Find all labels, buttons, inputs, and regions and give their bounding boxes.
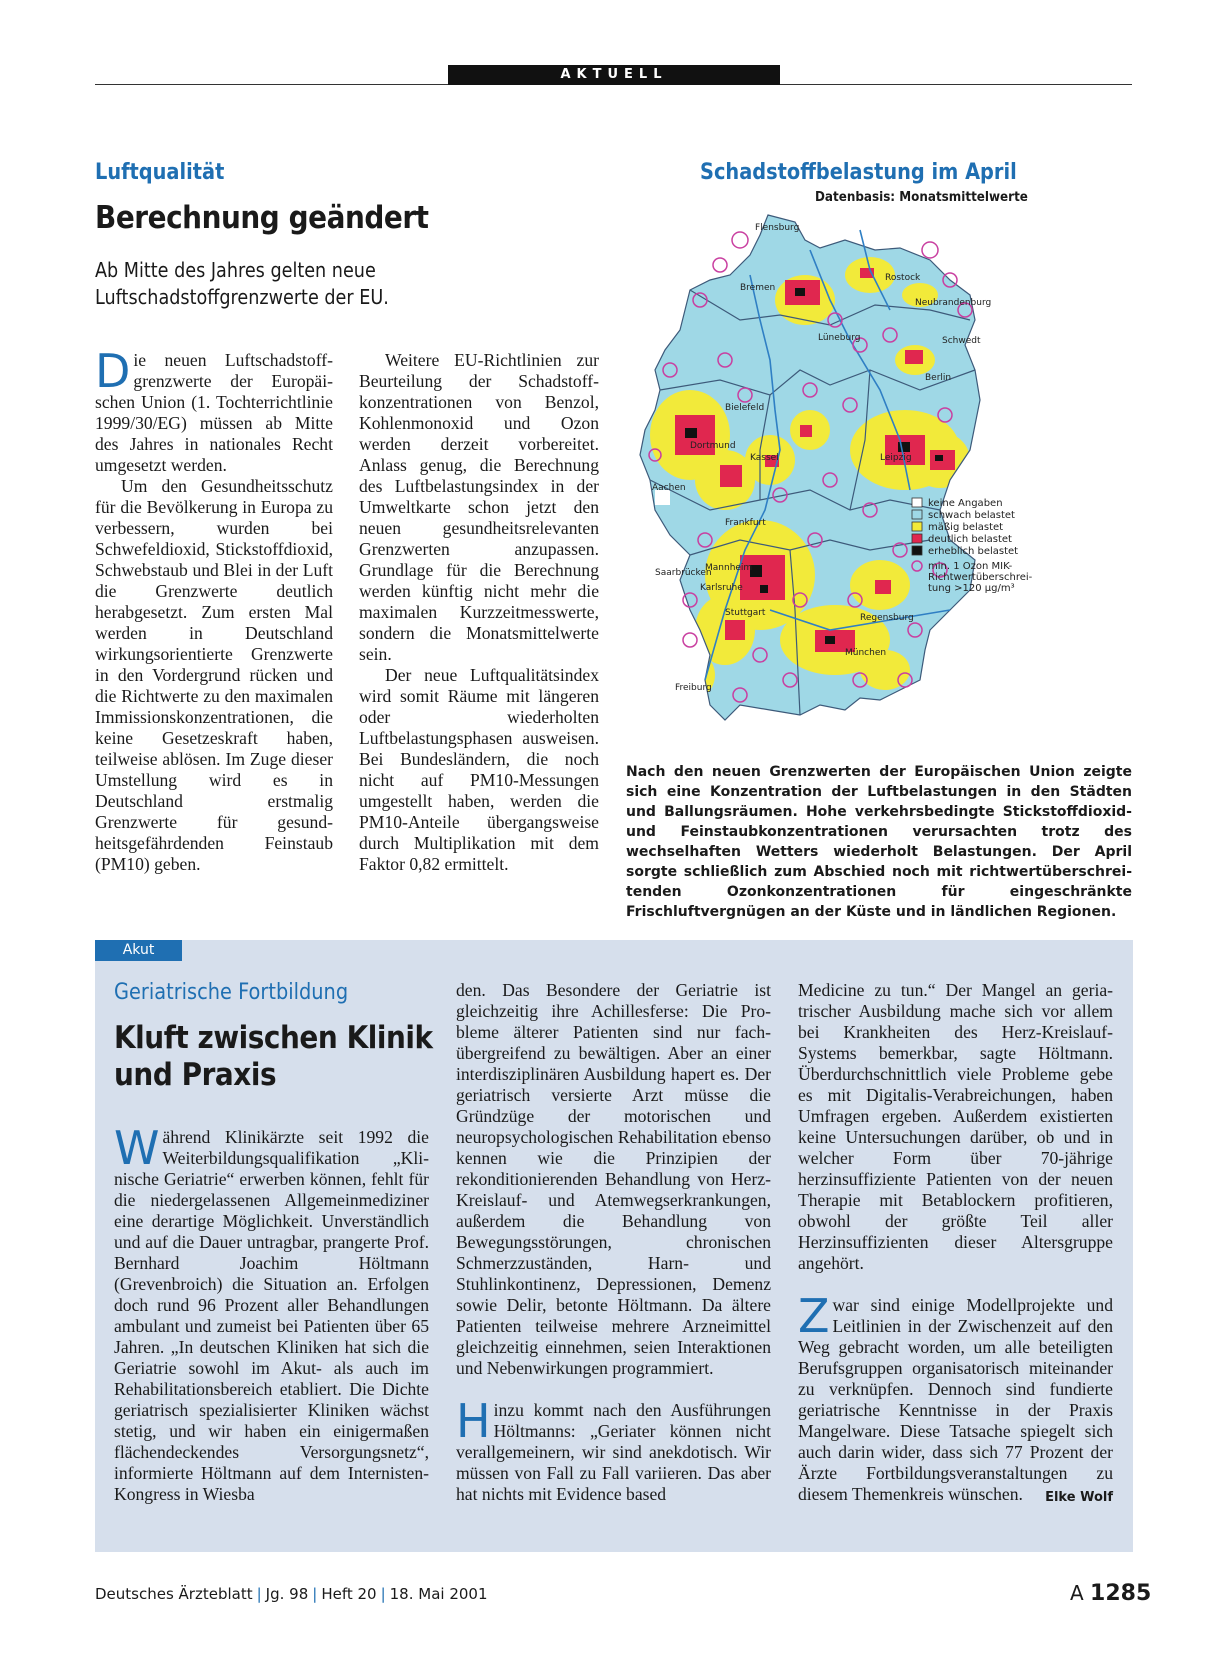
article2-column-1: [114, 1121, 429, 1505]
map-legend: [912, 498, 1033, 594]
article2-headline-line2: und Praxis: [114, 1057, 277, 1093]
city-lueneburg: Lüneburg: [818, 333, 861, 343]
city-stuttgart: Stuttgart: [725, 608, 766, 618]
city-muenchen: München: [845, 648, 887, 658]
legend-label-moderate: mäßig belastet: [928, 522, 1004, 533]
legend-ozone-line2: Richtwertüberschrei-: [928, 572, 1033, 583]
city-schwedt: Schwedt: [942, 336, 981, 346]
article2-col2-p1: den. Das Besondere der Geriatrie ist gleichzeitig ihre Achillesferse: Die Probleme älterer Patienten sind nur fachübergreifend zu bewältigen. Aber an einer interdisziplinären Ausbildung hapert es. Der geriatrisch versierte Arzt müsse die Gründzüge der motorischen und neuropsychologischen Rehabilitation ebenso kennen wie die Prinzipien der rekonditionierenden Behandlung von Herz-Kreislauf- und Atemwegserkrankungen, außerdem die Behandlung von Bewegungsstörungen, chronischen Schmerzzuständen, Harn- und Stuhlinkontinenz, Depressionen, Demenz sowie Delir, betonte Höltmann. Da ältere Patienten teilweise mehrere Arzneimittel gleichzeitig einnehmen, seien Interaktionen und Nebenwirkungen programmiert.: [456, 980, 771, 1378]
city-dortmund: Dortmund: [690, 441, 736, 451]
city-karlsruhe: Karlsruhe: [700, 583, 743, 593]
page-prefix: A: [1070, 1581, 1084, 1605]
legend-label-low: schwach belastet: [928, 510, 1015, 521]
footer-issue: Heft 20: [321, 1585, 377, 1603]
drop-cap: D: [95, 344, 131, 398]
article2-col2-p2: inzu kommt nach den Ausführungen Höltmanns: „Geriater können nicht verallgemeinern, wir sind anekdotisch. Wir müssen von Fall zu Fall variieren. Das aber hat nichts mit Evidence based: [456, 1400, 771, 1504]
article2-col1-p1: ährend Klinikärzte seit 1992 die Weiterbildungsqualifikation „Klinische Geriatrie“ erwerben können, fehlt für die niedergelassenen Allgemeinmediziner eine derartige Möglichkeit. Unverständlich und auf die Dauer untragbar, prangerte Prof. Bernhard Joachim Höltmann (Grevenbroich) die Situation an. Erfolgen doch rund 96 Prozent aller Behandlungen ambulant und zumeist bei Patienten über 65 Jahren. „In deutschen Kliniken hat sich die Geriatrie sowohl im Akut- als auch im Rehabilitationsbereich etabliert. Die Dichte geriatrisch spezialisierter Kliniken wächst stetig, und wir haben ein einigermaßen flächendeckendes Versorgungsnetz“, informierte Höltmann auf dem Internisten-Kongress in Wiesba: [114, 1127, 429, 1504]
page-number: [1070, 1581, 1151, 1606]
article2-column-3: [798, 980, 1113, 1508]
article1-kicker: Luftqualität: [95, 160, 225, 185]
legend-label-none: keine Angaben: [928, 498, 1003, 509]
article2-kicker: Geriatrische Fortbildung: [114, 980, 349, 1005]
city-frankfurt: Frankfurt: [725, 518, 766, 528]
article2-column-2: [456, 980, 771, 1505]
map-subtitle: Datenbasis: Monatsmittelwerte: [815, 190, 1028, 205]
footer-journal: Deutsches Ärzteblatt: [95, 1585, 253, 1603]
article1-col1-p1: ie neuen Luftschadstoffgrenzwerte der Europäischen Union (1. Tochterrichtlinie 1999/30/EG) müssen ab Mitte des Jahres in nationales Recht umgesetzt werden.: [95, 350, 333, 475]
footer-volume: Jg. 98: [265, 1585, 309, 1603]
legend-swatch-low: [912, 510, 922, 519]
pollution-map: [630, 210, 1090, 755]
city-aachen: Aachen: [652, 483, 686, 493]
city-rostock: Rostock: [885, 273, 921, 283]
city-leipzig: Leipzig: [880, 453, 912, 463]
city-freiburg: Freiburg: [675, 683, 712, 693]
footer-date: 18. Mai 2001: [389, 1585, 488, 1603]
map-caption: Nach den neuen Grenzwerten der Europäischen Union zeigte sich eine Konzentration der Luftbelastungen in den Städten und Ballungsräumen. Hohe verkehrsbedingte Stickstoffdioxid-und Feinstaubkonzentrationen verursachten trotz des wechselhaften Wetters wiederholt Belastungen. Der April sorgte schließlich zum Abschied noch mit richtwertüberschreitenden Ozonkonzentrationen für eingeschränkte Frischluftvergnügen an der Küste und in ländlichen Regionen.: [626, 764, 1132, 920]
legend-swatch-high: [912, 534, 922, 543]
city-mannheim: Mannheim: [705, 563, 753, 573]
article1-column-1: [95, 344, 333, 875]
city-flensburg: Flensburg: [755, 223, 800, 233]
legend-swatch-none: [912, 498, 922, 507]
city-neubrandenburg: Neubrandenburg: [915, 298, 992, 308]
article2-col3-p2: war sind einige Modellprojekte und Leitlinien in der Zwischenzeit auf den Weg gebracht worden, um alle beteiligten Berufsgruppen organisatorisch miteinander zu verknüpfen. Dennoch sind fundierte geriatrische Kenntnisse in der Praxis Mangelware. Diese Tatsache spiegelt sich auch darin wider, dass sich 77 Prozent der Ärzte Fortbildungsveranstaltungen zu diesem Themenkreis wünschen.: [798, 1295, 1113, 1504]
page-number-value: 1285: [1090, 1581, 1152, 1606]
city-saarbruecken: Saarbrücken: [655, 568, 712, 578]
article1-column-2: [359, 350, 599, 875]
article1-col2-p1: Weitere EU-Richtlinien zur Beurteilung der Schadstoffkonzentrationen von Benzol, Kohlenmonoxid und Ozon werden derzeit vorbereitet. Anlass genug, die Berechnung des Luftbelastungsindex in der Umweltkarte schon jetzt den neuen gesundheitsrelevanten Grenzwerten anzupassen. Grundlage für die Berechnung werden künftig nicht mehr die maximalen Kurzzeitmesswerte, sondern die Monatsmittelwerte sein.: [359, 350, 599, 664]
city-berlin: Berlin: [925, 373, 952, 383]
article1-lead-line1: Ab Mitte des Jahres gelten neue: [95, 258, 376, 282]
drop-cap: Z: [798, 1289, 830, 1343]
akut-tab: Akut: [95, 940, 182, 961]
drop-cap: W: [114, 1121, 160, 1175]
section-label: AKTUELL: [448, 65, 780, 85]
article2-headline: [114, 1020, 433, 1094]
article1-col2-p2: Der neue Luftqualitätsindex wird somit Räume mit längeren oder wiederholten Luftbelastungsphasen ausweisen. Bei Bundesländern, die noch nicht auf PM10-Messungen umgestellt haben, werden die PM10-Anteile übergangsweise durch Multiplikation mit dem Faktor 0,82 ermittelt.: [359, 665, 599, 874]
legend-swatch-severe: [912, 546, 922, 555]
footer: Deutsches Ärzteblatt | Jg. 98 | Heft 20 | 18. Mai 2001: [95, 1585, 488, 1603]
article1-lead-line2: Luftschadstoffgrenzwerte der EU.: [95, 285, 389, 309]
legend-label-high: deutlich belastet: [928, 534, 1012, 545]
legend-ozone-line1: min. 1 Ozon MIK-: [928, 561, 1013, 572]
article1-col1-p2: Um den Gesundheitsschutz für die Bevölkerung in Europa zu verbessern, wurden bei Schwefeldioxid, Stickstoffdioxid, Schwebstaub und Blei in der Luft die Grenzwerte deutlich herabgesetzt. Zum ersten Mal werden in Deutschland wirkungsorientierte Grenzwerte in den Vordergrund rücken und die Richtwerte zu den maximalen Immissionskonzentrationen, die keine Gesetzeskraft haben, teilweise ablösen. Im Zuge dieser Umstellung wird es in Deutschland erstmalig Grenzwerte für gesundheitsgefährdenden Feinstaub (PM10) geben.: [95, 476, 333, 874]
article1-headline: Berechnung geändert: [95, 200, 429, 236]
legend-swatch-moderate: [912, 522, 922, 531]
drop-cap: H: [456, 1394, 491, 1448]
city-bielefeld: Bielefeld: [725, 403, 765, 413]
city-regensburg: Regensburg: [860, 613, 914, 623]
article2-col3-p1: Medicine zu tun.“ Der Mangel an geriatrischer Ausbildung mache sich vor allem bei Krankheiten des Herz-Kreislauf-Systems bemerkbar, sagte Höltmann. Überdurchschnittlich viele Probleme gebe es mit Digitalis-Verabreichungen, haben Umfragen ergeben. Außerdem existierten keine Untersuchungen darüber, ob und in welcher Form über 70-jährige herzinsuffiziente Patienten von der neuen Therapie mit Betablockern profitieren, obwohl der größte Teil aller Herzinsuffizienten dieser Altersgruppe angehört.: [798, 980, 1113, 1273]
legend-label-severe: erheblich belastet: [928, 546, 1019, 557]
map-title: Schadstoffbelastung im April: [700, 160, 1017, 185]
city-bremen: Bremen: [740, 283, 776, 293]
legend-ozone-line3: tung >120 µg/m³: [928, 583, 1015, 594]
article2-headline-line1: Kluft zwischen Klinik: [114, 1020, 433, 1056]
author: Elke Wolf: [1045, 1490, 1113, 1505]
city-kassel: Kassel: [750, 453, 779, 463]
